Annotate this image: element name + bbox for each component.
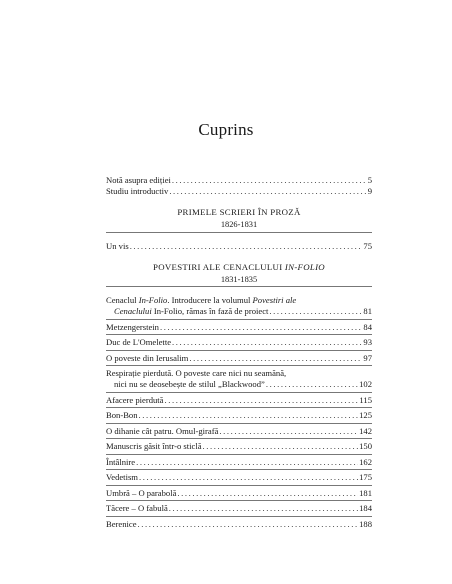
entry-divider — [106, 485, 372, 486]
section-heading — [106, 207, 372, 230]
toc-entry: O poveste din Ierusalim ..... 97 — [106, 353, 372, 364]
toc-entry-page: 75 — [363, 240, 372, 251]
toc-entry-title: Notă asupra ediției — [106, 175, 171, 185]
toc-entry: Berenice ..... 188 — [106, 519, 372, 530]
section-dates: 1826-1831 — [220, 220, 258, 229]
toc-entry: O dihanie cât patru. Omul-girafă ..... 142 — [106, 426, 372, 437]
toc-entry: Metzengerstein ..... 84 — [106, 322, 372, 333]
page-title: Cuprins — [198, 120, 254, 139]
toc-entry: Umbră – O parabolă ..... 181 — [106, 488, 372, 499]
toc-entry: Cenaclul In-Folio. Introducere la volumul Povestiri ale Cenaclului In-Folio, rămas în fază de proiect ..... 81 — [106, 295, 372, 317]
entry-divider — [106, 500, 372, 501]
entry-divider — [106, 319, 372, 320]
entry-divider — [106, 469, 372, 470]
entry-divider — [106, 365, 372, 366]
table-of-contents — [106, 175, 372, 530]
toc-entry: Afacere pierdută ..... 115 — [106, 395, 372, 406]
entry-divider — [106, 392, 372, 393]
toc-entry: Vedetism ..... 175 — [106, 472, 372, 483]
toc-entry-page: 9 — [367, 186, 372, 196]
entry-divider — [106, 350, 372, 351]
toc-entry-title: Studiu introductiv — [106, 186, 169, 196]
entry-divider — [106, 454, 372, 455]
toc-entry — [106, 186, 372, 197]
section-title: POVESTIRI ALE CENACLULUI IN-FOLIO — [153, 261, 325, 272]
section-title: PRIMELE SCRIERI ÎN PROZĂ — [177, 207, 301, 217]
section-divider — [106, 232, 372, 233]
section-dates: 1831-1835 — [220, 274, 258, 284]
toc-entry-page: 81 — [363, 306, 372, 316]
entry-divider — [106, 334, 372, 335]
section-divider — [106, 286, 372, 287]
toc-entry: Tăcere – O fabulă ..... 184 — [106, 503, 372, 514]
toc-entry-page: 5 — [367, 175, 372, 185]
toc-entry: Întâlnire ..... 162 — [106, 457, 372, 468]
toc-entry — [106, 175, 372, 186]
toc-entry-title: Un vis — [106, 240, 129, 251]
entry-divider — [106, 407, 372, 408]
entry-divider — [106, 516, 372, 517]
toc-entry: Duc de L'Omelette ..... 93 — [106, 337, 372, 348]
toc-entry — [106, 241, 372, 252]
entry-divider — [106, 438, 372, 439]
entry-divider — [106, 423, 372, 424]
toc-entry: Bon-Bon ..... 125 — [106, 410, 372, 421]
toc-entry: Respirație pierdută. O poveste care nici nu seamănă, nici nu se deosebește de stilul „Blackwood” ..... 102 — [106, 368, 372, 390]
section-heading — [106, 262, 372, 285]
toc-entry: Manuscris găsit într-o sticlă ..... 150 — [106, 441, 372, 452]
